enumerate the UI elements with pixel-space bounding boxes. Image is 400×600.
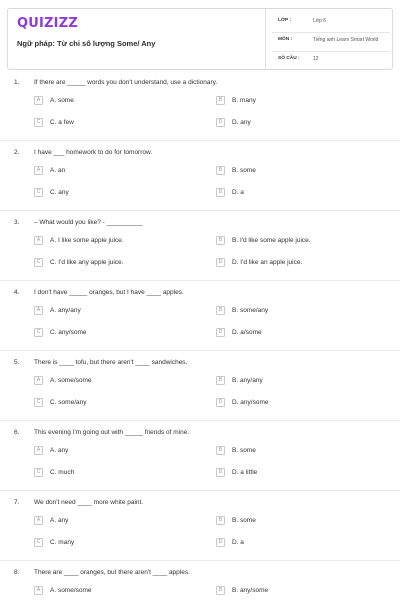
option-c[interactable] [34,328,194,338]
question-3 [0,219,400,289]
option-text: C. any [50,189,69,196]
option-c[interactable] [34,468,194,478]
question-separator [0,210,400,211]
option-b[interactable] [216,96,376,106]
option-d[interactable] [216,328,376,338]
option-letter-badge: D [216,538,225,547]
question-number: 2. [14,149,20,156]
option-d[interactable] [216,188,376,198]
option-letter-badge: D [216,468,225,477]
question-1 [0,79,400,149]
worksheet-header [7,8,393,70]
question-6 [0,429,400,499]
question-number: 5. [14,359,20,366]
question-text: There is ____ tofu, but there aren't ____ sandwiches. [34,359,188,366]
option-text: C. a few [50,119,74,126]
option-b[interactable] [216,376,376,386]
option-text: A. some/some [50,587,92,594]
option-text: A. some [50,97,74,104]
option-text: C. much [50,469,75,476]
question-text: This evening I'm going out with _____ friends of mine. [34,429,190,436]
question-number: 4. [14,289,20,296]
question-number: 1. [14,79,20,86]
option-text: A. some/some [50,377,92,384]
option-c[interactable] [34,118,194,128]
option-text: D. a/some [232,329,262,336]
option-text: B. I'd like some apple juice. [232,237,311,244]
option-letter-badge: B [216,306,225,315]
meta-grade-label: LỚP : [278,18,292,23]
option-letter-badge: B [216,516,225,525]
option-text: B. some/any [232,307,269,314]
option-d[interactable] [216,468,376,478]
question-text: We don't need ____ more white paint. [34,499,144,506]
question-text: – What would you like? - __________ [34,219,143,226]
option-b[interactable] [216,446,376,456]
option-letter-badge: C [34,468,43,477]
question-8 [0,569,400,600]
option-a[interactable] [34,376,194,386]
option-a[interactable] [34,446,194,456]
option-b[interactable] [216,166,376,176]
meta-count-value: 12 [313,56,319,62]
option-letter-badge: A [34,516,43,525]
option-letter-badge: A [34,236,43,245]
option-text: D. I'd like an apple juice. [232,259,303,266]
option-letter-badge: C [34,258,43,267]
option-letter-badge: B [216,376,225,385]
question-separator [0,560,400,561]
option-letter-badge: A [34,446,43,455]
option-letter-badge: C [34,118,43,127]
question-2 [0,149,400,219]
option-text: D. a [232,539,244,546]
meta-grade-value: Lớp 6 [313,18,327,24]
question-separator [0,420,400,421]
question-number: 6. [14,429,20,436]
option-text: A. an [50,167,66,174]
option-c[interactable] [34,398,194,408]
question-separator [0,490,400,491]
option-text: B. any/some [232,587,269,594]
question-7 [0,499,400,569]
option-c[interactable] [34,258,194,268]
question-text: If there are _____ words you don't understand, use a dictionary. [34,79,218,86]
question-separator [0,280,400,281]
question-number: 8. [14,569,20,576]
option-b[interactable] [216,306,376,316]
option-text: A. any [50,517,69,524]
option-a[interactable] [34,516,194,526]
question-separator [0,140,400,141]
option-text: D. any [232,119,251,126]
option-b[interactable] [216,236,376,246]
option-letter-badge: A [34,166,43,175]
question-text: There are ____ oranges, but there aren't ____ apples. [34,569,190,576]
quizizz-logo: QUIZIZZ [17,16,78,31]
option-b[interactable] [216,516,376,526]
option-a[interactable] [34,236,194,246]
question-number: 7. [14,499,20,506]
meta-subject [272,33,390,51]
option-text: C. any/some [50,329,87,336]
option-letter-badge: C [34,328,43,337]
option-text: A. any [50,447,69,454]
option-letter-badge: C [34,398,43,407]
option-text: B. many [232,97,256,104]
option-d[interactable] [216,258,376,268]
option-text: A. I like some apple juice. [50,237,124,244]
question-4 [0,289,400,359]
meta-subject-label: MÔN : [278,37,293,42]
option-text: A. any/any [50,307,81,314]
question-text: I have ___ homework to do for tomorrow. [34,149,153,156]
option-text: D. a little [232,469,258,476]
option-letter-badge: D [216,398,225,407]
option-text: B. any/any [232,377,263,384]
question-separator [0,350,400,351]
meta-count-label: SỐ CÂU : [278,56,300,61]
option-letter-badge: C [34,188,43,197]
option-text: D. a [232,189,244,196]
option-d[interactable] [216,538,376,548]
option-c[interactable] [34,188,194,198]
option-letter-badge: D [216,328,225,337]
option-letter-badge: B [216,96,225,105]
option-text: C. I'd like any apple juice. [50,259,124,266]
option-letter-badge: D [216,258,225,267]
header-divider [265,9,266,69]
meta-count [272,52,390,70]
question-5 [0,359,400,429]
option-a[interactable] [34,96,194,106]
option-letter-badge: C [34,538,43,547]
option-letter-badge: D [216,188,225,197]
option-letter-badge: A [34,376,43,385]
option-a[interactable] [34,306,194,316]
option-b[interactable] [216,586,376,596]
question-text: I don't have _____ oranges, but I have ____ apples. [34,289,184,296]
option-letter-badge: B [216,236,225,245]
option-text: B. some [232,447,256,454]
meta-subject-value: Tiếng anh Learn Smart World [313,37,379,43]
question-number: 3. [14,219,20,226]
option-letter-badge: A [34,586,43,595]
option-letter-badge: B [216,586,225,595]
worksheet-title: Ngữ pháp: Từ chỉ số lượng Some/ Any [17,39,156,48]
option-letter-badge: A [34,96,43,105]
option-text: B. some [232,517,256,524]
option-letter-badge: D [216,118,225,127]
option-text: C. many [50,539,75,546]
option-text: B. some [232,167,256,174]
option-d[interactable] [216,398,376,408]
option-c[interactable] [34,538,194,548]
option-letter-badge: B [216,166,225,175]
option-text: D. any/some [232,399,269,406]
option-letter-badge: B [216,446,225,455]
option-d[interactable] [216,118,376,128]
option-a[interactable] [34,586,194,596]
option-a[interactable] [34,166,194,176]
option-letter-badge: A [34,306,43,315]
option-text: C. some/any [50,399,87,406]
meta-grade [272,14,390,32]
